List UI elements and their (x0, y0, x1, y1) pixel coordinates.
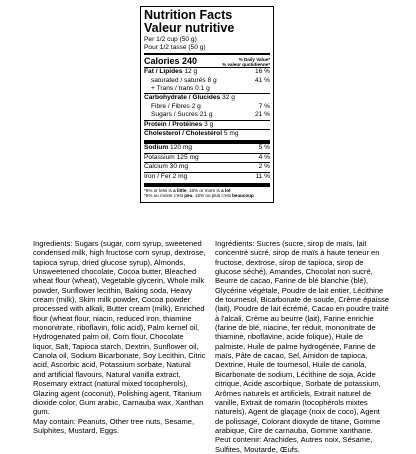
calories-row (144, 55, 270, 67)
footnote (144, 187, 270, 199)
potassium-amount: 125 mg (176, 153, 199, 161)
fibre-row (144, 103, 270, 111)
trans-label: + Trans / trans (151, 85, 194, 92)
carb-row (144, 94, 270, 102)
carb-label: Carbohydrate / Glucides (144, 94, 221, 102)
calcium-row (144, 163, 270, 171)
calcium-dv: 2 % (258, 163, 270, 171)
ingredients-fr: Ingrédients: Sucres (sucre, sirop de maïs, lait concentré sucré, sirop de maïs à haute teneur en fructose, dextrose, sirop de tapioca, sirop de glucose séché), Amandes, Chocolat non sucré, Beurre de cacao, Farine de blé blanchie (blé), Glycérine végétale, Poudre de lait entier, Lécithine de tournesol, Bicarbonate de soude, Crème épaisse (lait), Poudre de lait écrémé, Cacao en poudre traité à l'alcali, Crème au beurre (lait), Farine enrichie (farine de blé, niacine, fer réduit, mononitrate de thiamine, riboflavine, acide folique), Huile de palmiste, Huile de palme hydrogénée, Farine de maïs, Pâte de cacao, Sel, Amidon de tapioca, Dextrine, Huile de tournesol, Huile de canola, Bicarbonate de sodium, Lécithine de soja, Acide citrique, Acide ascorbique, Sorbate de potassium, Arômes naturels et artificiels, Extrait naturel de vanille, Extrait de romarin (tocophérols mixtes naturels), Agent de glaçage (noix de coco), Agent de polissage, Colorant dioxyde de titane, Gomme arabique, Cire de carnauba, Gomme xanthane. Peut contenir: Arachides, Autres noix, Sésame, Sulfites, Moutarde, Œufs. (215, 239, 390, 454)
fat-label: Fat / Lipides (144, 68, 183, 76)
iron-dv: 11 % (255, 172, 270, 180)
fat-dv: 16 % (254, 68, 270, 76)
sodium-dv: 5 % (258, 144, 270, 152)
sugars-label: Sugars / Sucres (151, 111, 198, 119)
title-fr: Valeur nutritive (144, 21, 235, 35)
potassium-label: Potassium (144, 153, 175, 161)
iron-amount: 2 mg (172, 172, 188, 180)
potassium-row (144, 154, 270, 162)
carb-amount: 32 g (222, 94, 235, 102)
cholesterol-label: Cholesterol / Cholestérol (144, 130, 223, 138)
dv-header (222, 57, 270, 67)
footnote-en: *5% or less is a little, 15% or more is a lot (144, 188, 231, 194)
fibre-amount: 2 g (191, 102, 201, 110)
fat-row (144, 68, 270, 76)
serving-fr: Pour 1/2 tasse (50 g) (144, 43, 206, 51)
sugars-amount: 21 g (199, 111, 213, 119)
trans-row (144, 85, 270, 93)
protein-row (144, 121, 270, 129)
title-en: Nutrition Facts (144, 8, 233, 22)
iron-label: Iron / Fer (144, 172, 171, 180)
nutrition-facts-panel (140, 6, 274, 203)
protein-amount: 3 g (204, 120, 214, 128)
dv-header-en: % Daily Value* (238, 57, 270, 63)
fibre-dv: 7 % (258, 102, 270, 110)
cholesterol-row (144, 130, 270, 138)
fat-amount: 12 g (184, 68, 198, 76)
calcium-amount: 30 mg (169, 163, 188, 171)
sodium-label: Sodium (144, 144, 169, 152)
saturated-label: saturated / saturés (151, 76, 206, 84)
saturated-row (144, 77, 270, 85)
trans-amount: 0.1 g (195, 85, 210, 92)
sodium-row (144, 144, 270, 152)
iron-row (144, 173, 270, 181)
calories: Calories 240 (144, 56, 198, 67)
sugars-row (144, 111, 270, 119)
sat-trans-dv: 41 % (254, 76, 270, 84)
footnote-fr: *5% ou moins c'est peu, 15% ou plus c'est beaucoup (144, 193, 254, 199)
dv-header-fr: % valeur quotidienne* (222, 62, 270, 68)
sugars-dv: 21 % (254, 111, 270, 119)
serving-en: Per 1/2 cup (50 g) (144, 36, 197, 43)
calcium-label: Calcium (144, 163, 168, 171)
protein-label: Protein / Protéines (144, 120, 203, 128)
ingredients-en: Ingredients: Sugars (sugar, corn syrup, sweetened condensed milk, high fructose corn syrup, dextrose, tapioca syrup, dried glucose syrup), Almonds, Unsweetened chocolate, Cocoa butter, Bleached wheat flour (wheat), Vegetable glycerin, Whole milk powder, Sunflower lecithin, Baking soda, Heavy cream (milk), Skim milk powder, Cocoa powder processed with alkali, Butter cream (milk), Enriched flour (wheat flour, niacin, reduced iron, thiamine mononitrate, riboflavin, folic acid), Palm kernel oil, Hydrogenated palm oil, Corn flour, Chocolate liquor, Salt, Tapioca starch, Dextrin, Sunflower oil, Canola oil, Sodium Bicarbonate, Soy Lecithin, Citric acid, Ascorbic acid, Potassium sorbate, Natural and artificial flavours, Natural vanilla extract, Rosemary extract (natural mixed tocopherols), Glazing agent (coconut), Polishing agent, Titanium dioxide color, Gum arabic, Carnauba wax, Xanthan gum. May contain: Peanuts, Other tree nuts, Sesame, Sulphites, Mustard, Eggs. (33, 239, 206, 435)
cholesterol-amount: 5 mg (223, 130, 239, 138)
saturated-amount: 8 g (207, 76, 217, 84)
fibre-label: Fibre / Fibres (151, 102, 190, 110)
sodium-amount: 120 mg (170, 144, 193, 152)
potassium-dv: 4 % (258, 153, 270, 161)
